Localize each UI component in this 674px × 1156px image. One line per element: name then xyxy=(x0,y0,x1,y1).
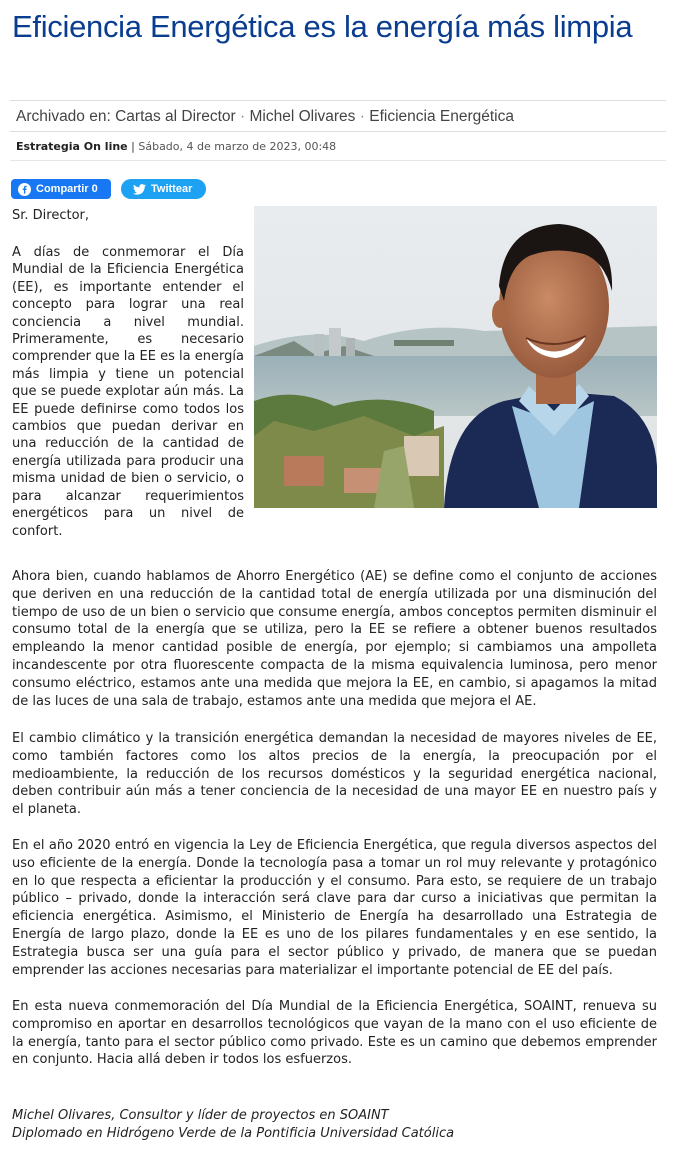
twitter-share-label: Twittear xyxy=(151,183,193,195)
signature-line-1: Michel Olivares, Consultor y líder de proyectos en SOAINT xyxy=(12,1108,389,1123)
divider xyxy=(10,160,666,161)
greeting: Sr. Director, xyxy=(12,208,90,223)
body-paragraph-2: Ahora bien, cuando hablamos de Ahorro Energético (AE) se define como el conjunto de acciones que deriven en una reducción de la cantidad total de energía utilizada por una disminución del tiempo de uso de un bien o servicio que consume energía, ambos conceptos permiten disminuir el consumo total de la energía que se utiliza, pero la EE se refiere a obtener buenos resultados empleando la menor cantidad posible de energía, por ejemplo; si cambiamos una ampolleta incandescente por otra fluorescente compacta de la misma equivalencia luminosa, pero menor consumo eléctrico, estamos ante una medida que mejora la EE, en cambio, si apagamos la mitad de las luces de una sala de trabajo, estamos ante una medida que mejora el AE. xyxy=(12,569,657,709)
author-photo xyxy=(254,206,657,508)
breadcrumb-separator: · xyxy=(359,108,365,125)
body-paragraph-1: A días de conmemorar el Día Mundial de la Eficiencia Energética (EE), es importante entender el concepto para lograr una real conciencia a nivel mundial. Primeramente, es necesario comprender que la EE es la energía más limpia y tiene un potencial que se puede explotar aún más. La EE puede definirse como todos los cambios que puedan derivar en una reducción de la cantidad de energía utilizada para producir una misma unidad de bien o servicio, o para alcanzar requerimientos energéticos para un nivel de confort. xyxy=(12,245,244,539)
archive-label: Archivado en: xyxy=(16,108,111,125)
category-link-topic[interactable]: Eficiencia Energética xyxy=(369,108,514,125)
facebook-share-button[interactable] xyxy=(11,179,111,199)
body-paragraph-4: En el año 2020 entró en vigencia la Ley de Eficiencia Energética, que regula diversos aspectos del uso eficiente de la energía. Donde la tecnología pasa a tomar un rol muy relevante y protagónico en lo que respecta a eficientar la producción y el consumo. Para esto, se requiere de un trabajo público – privado, donde la interacción será clave para dar curso a iniciativas que permitan la eficiencia energética. Asimismo, el Ministerio de Energía ha desarrollado una Estrategia de Energía de largo plazo, donde la EE es uno de los pilares fundamentales y en ese sentido, la Estrategia busca ser una guía para el sector público y privado, de manera que se puedan emprender las acciones necesarias para materializar el importante potencial de EE del país. xyxy=(12,838,657,978)
signature-line-2: Diplomado en Hidrógeno Verde de la Pontificia Universidad Católica xyxy=(12,1125,455,1141)
category-link-cartas[interactable]: Cartas al Director xyxy=(115,108,236,125)
body-paragraph-3: El cambio climático y la transición energética demandan la necesidad de mayores niveles de EE, como también factores como los altos precios de la energía, la preocupación por el medioambiente, la reducción de los recursos domésticos y la seguridad energética nacional, deben contribuir aún más a tener conciencia de la necesidad de una mayor EE en nuestro país y el planeta. xyxy=(12,731,657,818)
category-link-author[interactable]: Michel Olivares xyxy=(249,108,356,125)
publish-date: Sábado, 4 de marzo de 2023, 00:48 xyxy=(138,140,337,153)
body-paragraph-5: En esta nueva conmemoración del Día Mundial de la Eficiencia Energética, SOAINT, renueva su compromiso en aportar en desarrollos tecnológicos que vayan de la mano con el uso eficiente de la energía, tanto para el sector público como privado. Este es un camino que debemos emprender en conjunto. Hacia allá deben ir todos los esfuerzos. xyxy=(12,999,657,1068)
source-label: Estrategia On line xyxy=(16,140,128,153)
archive-breadcrumb xyxy=(10,100,666,132)
signature xyxy=(12,1107,454,1143)
meta-separator: | xyxy=(131,140,135,153)
twitter-share-button[interactable] xyxy=(121,179,206,199)
article-title: Eficiencia Energética es la energía más limpia xyxy=(12,9,633,44)
breadcrumb-separator: · xyxy=(240,108,246,125)
article-meta xyxy=(16,140,336,153)
facebook-icon xyxy=(18,183,31,196)
facebook-share-label: Compartir 0 xyxy=(36,183,98,195)
twitter-icon xyxy=(133,184,146,195)
